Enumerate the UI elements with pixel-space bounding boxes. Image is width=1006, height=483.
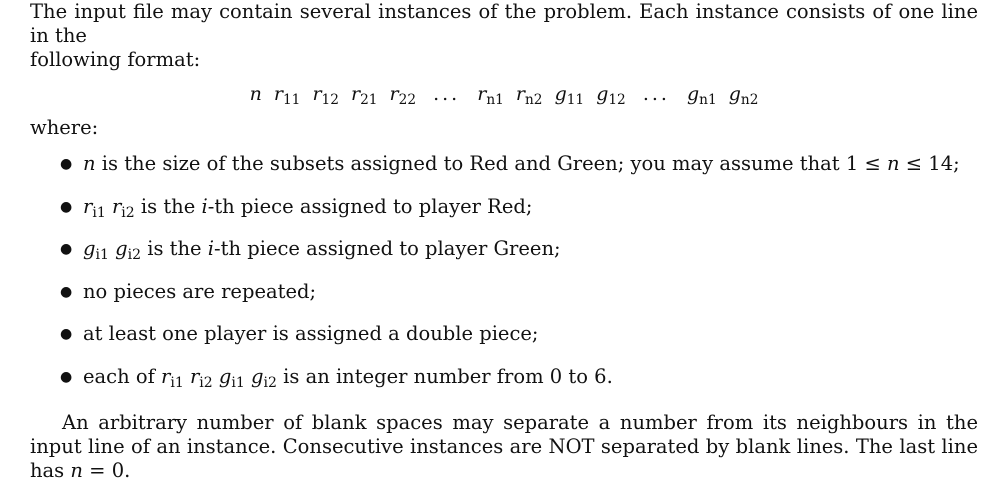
closing-line-2: of an instance. Consecutive instances are NOT separated by blank lines. The last line has n = 0. (30, 435, 978, 482)
bullet-icon: ● (60, 198, 73, 215)
condition-text: at least one player is assigned a double piece; (83, 322, 539, 345)
formula-r22: $r_{22}$ (389, 83, 417, 108)
condition-text: is the size of the subsets assigned to Red and Green; you may assume that 1 ≤ n ≤ 14; (95, 152, 960, 175)
formula-gn1: $g_{n1}$ (686, 83, 717, 108)
closing-line-1: An arbitrary number of blank spaces may separate a number from its neighbours in the input line (30, 411, 978, 458)
condition-text: no pieces are repeated; (83, 279, 317, 303)
formula-n: n (249, 83, 262, 105)
formula-g11: $g_{11}$ (554, 83, 585, 108)
bullet-icon: ● (60, 283, 73, 300)
formula-ellipsis: ... (642, 83, 670, 105)
closing-paragraph (30, 411, 978, 483)
where-label: where: (30, 116, 99, 139)
formula-r11: $r_{11}$ (273, 83, 301, 108)
bullet-icon: ● (60, 156, 73, 172)
formula-rn1: $r_{n1}$ (477, 83, 504, 108)
list-item (30, 195, 978, 238)
formula-rn2: $r_{n2}$ (515, 83, 543, 108)
list-item (30, 152, 978, 195)
bullet-icon: ● (60, 368, 73, 385)
list-item (30, 322, 978, 365)
formula-gn2: $g_{n2}$ (728, 83, 759, 108)
list-item (30, 237, 978, 280)
formula-g12: $g_{12}$ (596, 83, 626, 108)
condition-text: is the i-th piece assigned to player Green; (141, 237, 561, 260)
list-item (30, 280, 978, 323)
input-format-formula (30, 78, 978, 110)
formula-r12: $r_{12}$ (312, 83, 339, 108)
math-red-piece: $r_{i1}$ $r_{i2}$ (83, 194, 135, 221)
list-item (30, 365, 978, 408)
condition-text: each of $r_{i1}$ $r_{i2}$ $g_{i1}$ $g_{i2}$ is an integer number from 0 to 6. (83, 364, 613, 391)
bullet-icon: ● (60, 241, 73, 257)
problem-statement (30, 0, 978, 483)
math-n: n (83, 152, 96, 175)
formula-r21: $r_{21}$ (350, 83, 378, 108)
formula-ellipsis: ... (433, 83, 461, 105)
math-green-piece: $g_{i1}$ $g_{i2}$ (83, 237, 142, 263)
intro-paragraph (30, 0, 978, 72)
intro-line-2: following format: (30, 48, 201, 71)
bullet-icon: ● (60, 326, 73, 342)
conditions-list (30, 152, 978, 407)
intro-line-1: The input file may contain several instances of the problem. Each instance consists of one line in the (30, 0, 978, 47)
condition-text: is the i-th piece assigned to player Red; (134, 194, 533, 218)
